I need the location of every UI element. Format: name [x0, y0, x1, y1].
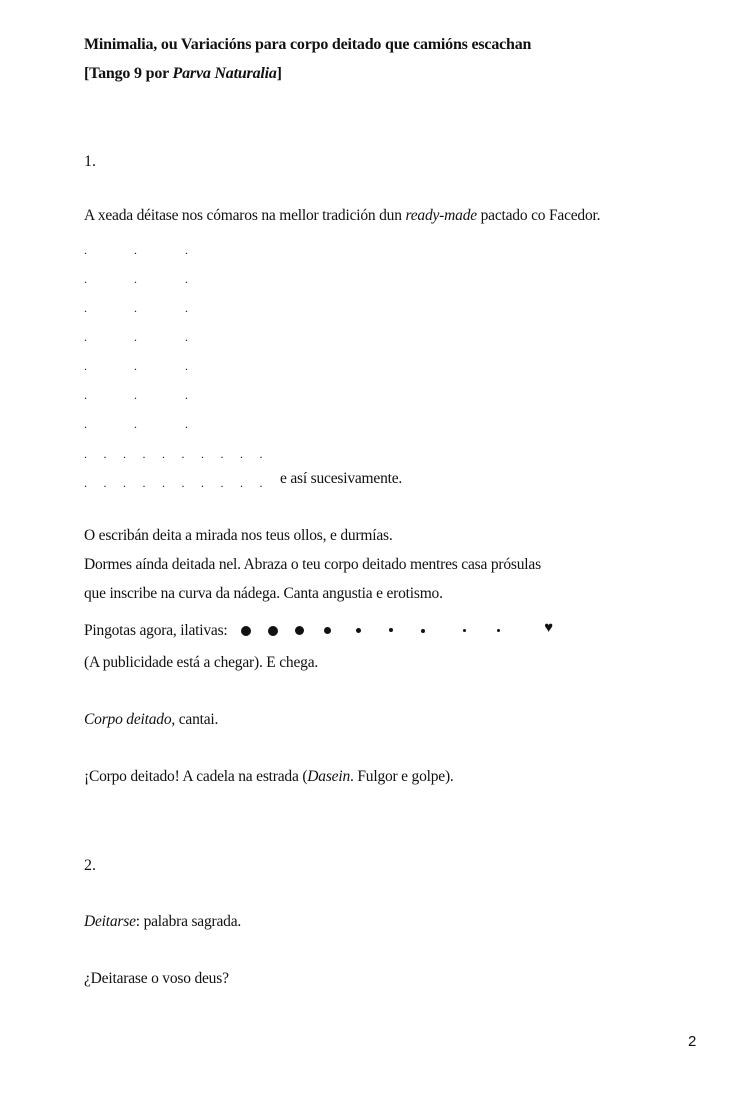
dot: . — [123, 447, 126, 461]
dot: . — [185, 330, 188, 344]
dot: . — [84, 447, 87, 461]
dot: . — [259, 476, 263, 490]
dot: . — [134, 272, 137, 286]
drop-6 — [389, 628, 393, 632]
section-1-paragraph-5: ¡Corpo deitado! A cadela na estrada (Dasein. Fulgor e golpe). — [84, 768, 454, 785]
section-1-paragraph-3: (A publicidade está a chegar). E chega. — [84, 654, 319, 671]
dot: . — [220, 447, 224, 461]
drop-9 — [497, 629, 500, 632]
dot: . — [185, 301, 188, 315]
dots-tail-text: e así sucesivamente. — [280, 470, 403, 487]
dot: . — [181, 447, 185, 461]
dot: . — [185, 272, 188, 286]
drop-4 — [324, 627, 331, 634]
dot: . — [181, 476, 185, 490]
dot: . — [84, 301, 87, 315]
dot: . — [103, 447, 107, 461]
dot: . — [84, 476, 87, 490]
drops-sequence — [231, 620, 561, 639]
dot: . — [259, 447, 263, 461]
drop-7 — [421, 629, 425, 633]
dot: . — [134, 243, 137, 257]
section-2-paragraph-2: ¿Deitarase o voso deus? — [84, 970, 229, 987]
section-1-paragraph-2-line-2: Dormes aínda deitada nel. Abraza o teu corpo deitado mentres casa prósulas — [84, 556, 541, 573]
dot: . — [84, 243, 87, 257]
section-2-paragraph-1: Deitarse: palabra sagrada. — [84, 913, 242, 930]
dot: . — [134, 417, 137, 431]
dot: . — [142, 476, 146, 490]
document-title — [84, 36, 531, 54]
dot: . — [103, 476, 107, 490]
drop-5 — [356, 628, 361, 633]
dot: . — [162, 476, 165, 490]
pingotas-line — [84, 622, 561, 640]
dot: . — [240, 476, 243, 490]
drop-2 — [268, 626, 278, 636]
dot: . — [185, 243, 188, 257]
dot: . — [185, 417, 188, 431]
document-subtitle: [Tango 9 por Parva Naturalia] — [84, 65, 282, 82]
pingotas-label: Pingotas agora, ilativas: — [84, 622, 228, 639]
heart-icon: ♥ — [544, 620, 553, 637]
dot: . — [134, 388, 137, 402]
dot: . — [123, 476, 126, 490]
section-1-paragraph-2-line-1: O escribán deita a mirada nos teus ollos, e durmías. — [84, 527, 393, 544]
drop-8 — [463, 629, 466, 632]
dot: . — [134, 330, 137, 344]
dot: . — [162, 447, 165, 461]
page-number: 2 — [688, 1033, 697, 1050]
dot: . — [84, 417, 87, 431]
section-1-paragraph-4: Corpo deitado, cantai. — [84, 711, 219, 728]
dot: . — [84, 272, 87, 286]
title-line-1: Minimalia, ou Variacións para corpo deitado que camións escachan — [84, 36, 532, 53]
dot: . — [84, 330, 87, 344]
dot: . — [201, 476, 204, 490]
dot: . — [84, 388, 87, 402]
dot: . — [134, 301, 137, 315]
dot: . — [240, 447, 243, 461]
dot: . — [84, 359, 87, 373]
drop-1 — [241, 626, 251, 636]
dot: . — [220, 476, 224, 490]
dot: . — [185, 388, 188, 402]
section-1-paragraph-2-line-3: que inscribe na curva da nádega. Canta angustia e erotismo. — [84, 585, 443, 602]
dot: . — [134, 359, 137, 373]
section-1-number: 1. — [84, 153, 96, 170]
section-2-number: 2. — [84, 857, 96, 874]
dot: . — [201, 447, 204, 461]
dot: . — [185, 359, 188, 373]
drop-3 — [295, 626, 304, 635]
dot: . — [142, 447, 146, 461]
section-1-paragraph-1: A xeada déitase nos cómaros na mellor tradición dun ready-made pactado co Facedor. — [84, 207, 601, 224]
